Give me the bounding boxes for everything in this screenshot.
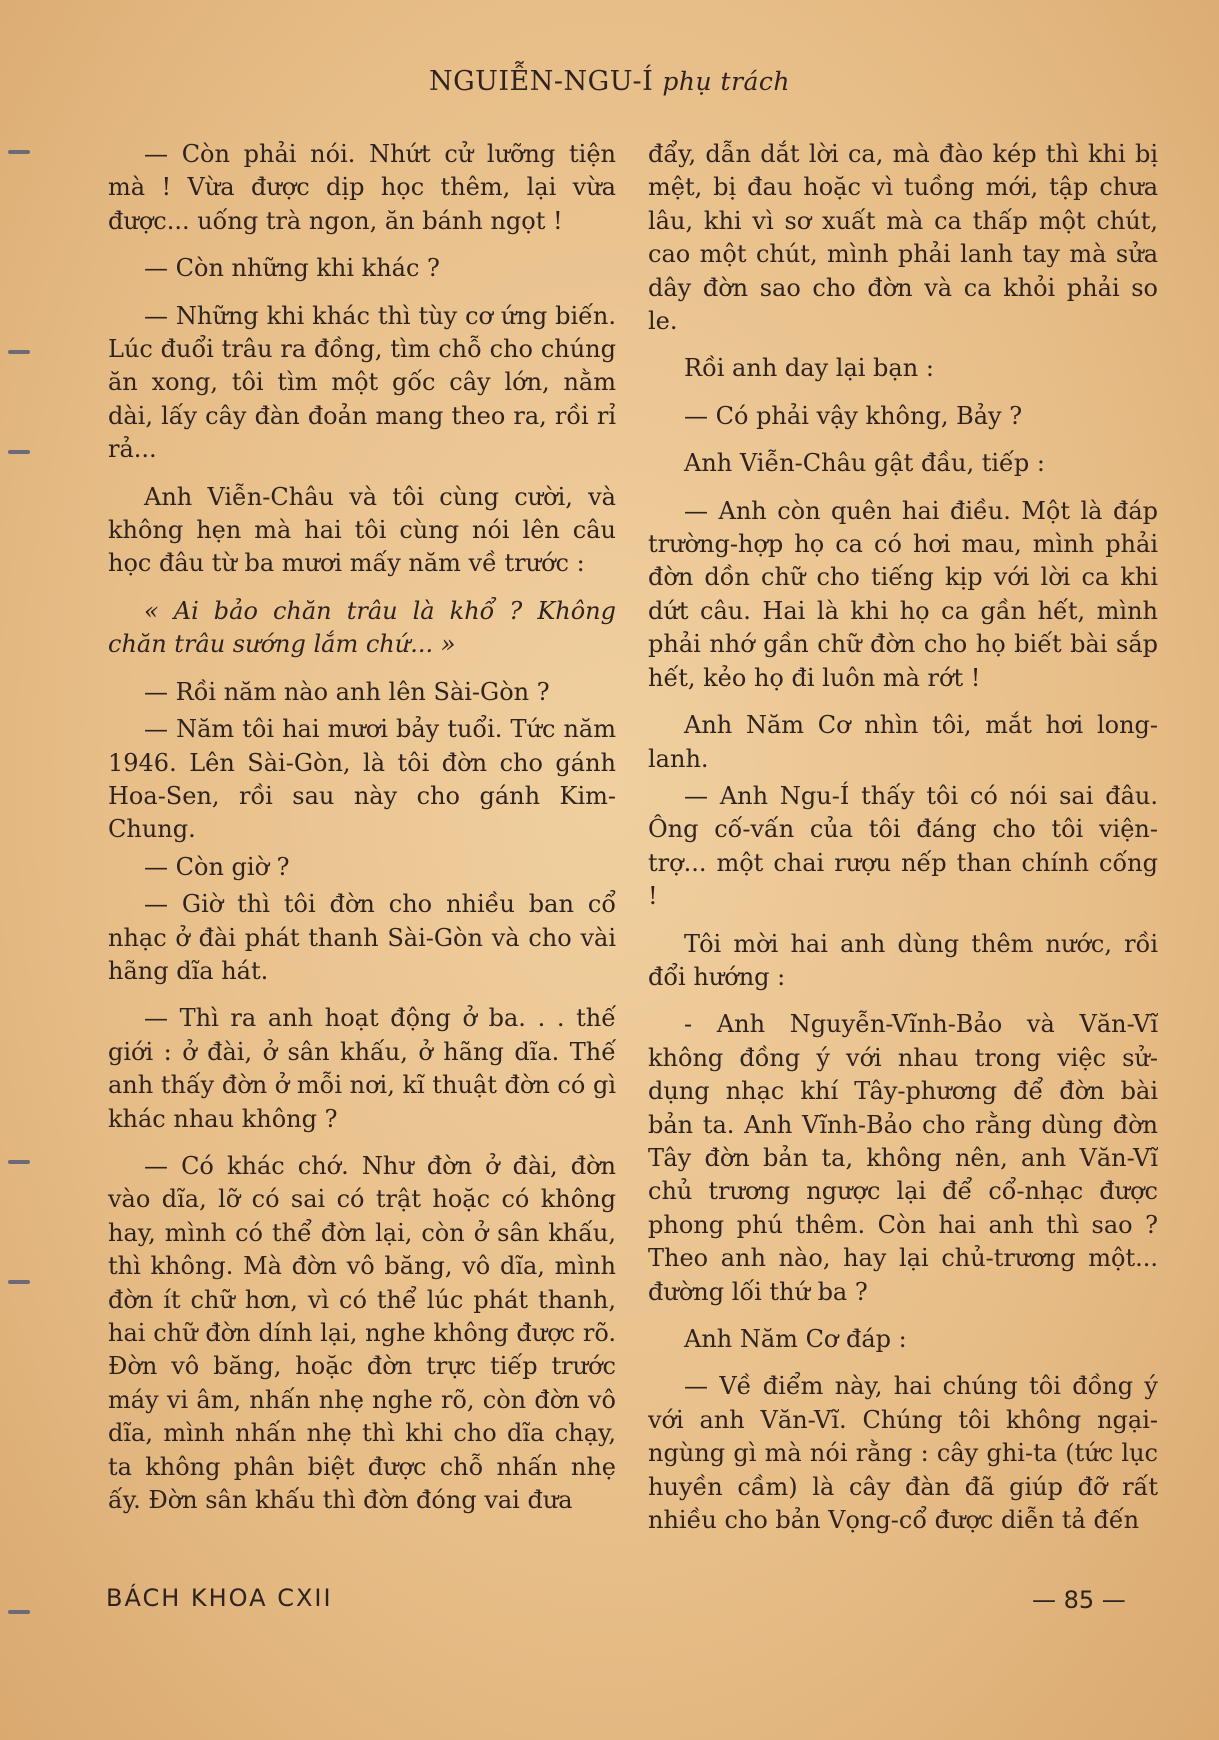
- paragraph: Anh Viễn-Châu gật đầu, tiếp :: [684, 449, 1045, 478]
- paragraph: — Năm tôi hai mươi bảy tuổi. Tức năm 1946. Lên Sài-Gòn, là tôi đờn cho gánh Hoa-Sen, rồi sau này cho gánh Kim-Chung.: [108, 715, 616, 844]
- paragraph: — Giờ thì tôi đờn cho nhiều ban cổ nhạc ở đài phát thanh Sài-Gòn và cho vài hãng dĩa hát.: [108, 890, 616, 985]
- paragraph: — Còn giờ ?: [144, 852, 290, 881]
- paragraph: đẩy, dẫn dắt lời ca, mà đào kép thì khi bị mệt, bị đau hoặc vì tuồng mới, tập chưa lâu, khi vì sơ xuất mà ca thấp một chút, cao một chút, mình phải lanh tay mà sửa dây đờn sao cho đờn và ca khỏi phải so le.: [648, 140, 1158, 336]
- header-author: NGUIỄN-NGU-Í: [428, 66, 654, 97]
- paragraph: — Anh Ngu-Í thấy tôi có nói sai đâu. Ông cố-vấn của tôi đáng cho tôi viện-trợ... một chai rượu nếp than chính cống !: [648, 781, 1158, 911]
- paragraph: Anh Năm Cơ đáp :: [684, 1325, 907, 1353]
- left-column: [108, 138, 616, 1531]
- page-number: — 85 —: [1032, 1586, 1126, 1614]
- paragraph: — Rồi năm nào anh lên Sài-Gòn ?: [144, 677, 550, 706]
- paragraph: Anh Năm Cơ nhìn tôi, mắt hơi long-lanh.: [648, 711, 1158, 773]
- binding-mark: [8, 150, 30, 154]
- paragraph: Anh Viễn-Châu và tôi cùng cười, và không hẹn mà hai tôi cùng nói lên câu học đâu từ ba mươi mấy năm về trước :: [108, 482, 616, 578]
- paragraph: — Những khi khác thì tùy cơ ứng biến. Lúc đuổi trâu ra đồng, tìm chỗ cho chúng ăn xong, tôi tìm một gốc cây lớn, nằm dài, lấy cây đàn đoản mang theo ra, rồi rỉ rả...: [108, 301, 616, 464]
- binding-mark: [8, 1280, 30, 1284]
- right-column: [648, 138, 1158, 1551]
- binding-mark: [8, 1610, 30, 1614]
- paragraph: - Anh Nguyễn-Vĩnh-Bảo và Văn-Vĩ không đồng ý với nhau trong việc sử-dụng nhạc khí Tây-phương để đờn bài bản ta. Anh Vĩnh-Bảo cho rằng dùng đờn Tây đờn bản ta, không nên, anh Văn-Vĩ chủ trương ngược lại để cổ-nhạc được phong phú thêm. Còn hai anh thì sao ? Theo anh nào, hay lại chủ-trương một... đường lối thứ ba ?: [648, 1010, 1158, 1306]
- paragraph: — Có khác chớ. Như đờn ở đài, đờn vào dĩa, lỡ có sai có trật hoặc có không hay, mình có thể đờn lại, còn ở sân khấu, thì không. Mà đờn vô băng, vô dĩa, mình đờn ít chữ hơn, vì có thể lúc phát thanh, hai chữ đờn dính lại, nghe không được rõ. Đờn vô băng, hoặc đờn trực tiếp trước máy vi âm, nhấn nhẹ nghe rõ, còn đờn vô dĩa, mình nhấn nhẹ thì khi cho dĩa chạy, ta không phân biệt được chỗ nhấn nhẹ ấy. Đờn sân khấu thì đờn đóng vai đưa: [108, 1151, 616, 1515]
- paragraph: — Còn những khi khác ?: [144, 254, 440, 283]
- paragraph: — Có phải vậy không, Bảy ?: [684, 401, 1023, 430]
- header-role: phụ trách: [662, 67, 791, 96]
- magazine-title: BÁCH KHOA CXII: [106, 1584, 333, 1612]
- binding-mark: [8, 1160, 30, 1164]
- quote-paragraph: « Ai bảo chăn trâu là khổ ? Không chăn trâu sướng lắm chứ... »: [108, 596, 616, 659]
- paragraph: — Anh còn quên hai điều. Một là đáp trường-hợp họ ca có hơi mau, mình phải đờn dồn chữ cho tiếng kịp với lời ca khi dứt câu. Hai là khi họ ca gần hết, mình phải nhớ gần chữ đờn cho họ biết bài sắp hết, kẻo họ đi luôn mà rớt !: [648, 496, 1158, 692]
- paragraph: Rồi anh day lại bạn :: [684, 354, 934, 383]
- binding-mark: [8, 450, 30, 454]
- paragraph: Tôi mời hai anh dùng thêm nước, rồi đổi hướng :: [648, 929, 1158, 991]
- paragraph: — Còn phải nói. Nhứt cử lưỡng tiện mà ! Vừa được dịp học thêm, lại vừa được... uống trà ngon, ăn bánh ngọt !: [108, 140, 616, 235]
- paragraph: — Thì ra anh hoạt động ở ba. . . thế giới : ở đài, ở sân khấu, ở hãng dĩa. Thế anh thấy đờn ở mỗi nơi, kĩ thuật đờn có gì khác nhau không ?: [108, 1004, 616, 1133]
- page-header: [0, 66, 1219, 97]
- paragraph: — Về điểm này, hai chúng tôi đồng ý với anh Văn-Vĩ. Chúng tôi không ngại-ngùng gì mà nói rằng : cây ghi-ta (tức lục huyền cầm) là cây đàn đã giúp đỡ rất nhiều cho bản Vọng-cổ được diễn tả đến: [648, 1372, 1158, 1535]
- binding-mark: [8, 350, 30, 354]
